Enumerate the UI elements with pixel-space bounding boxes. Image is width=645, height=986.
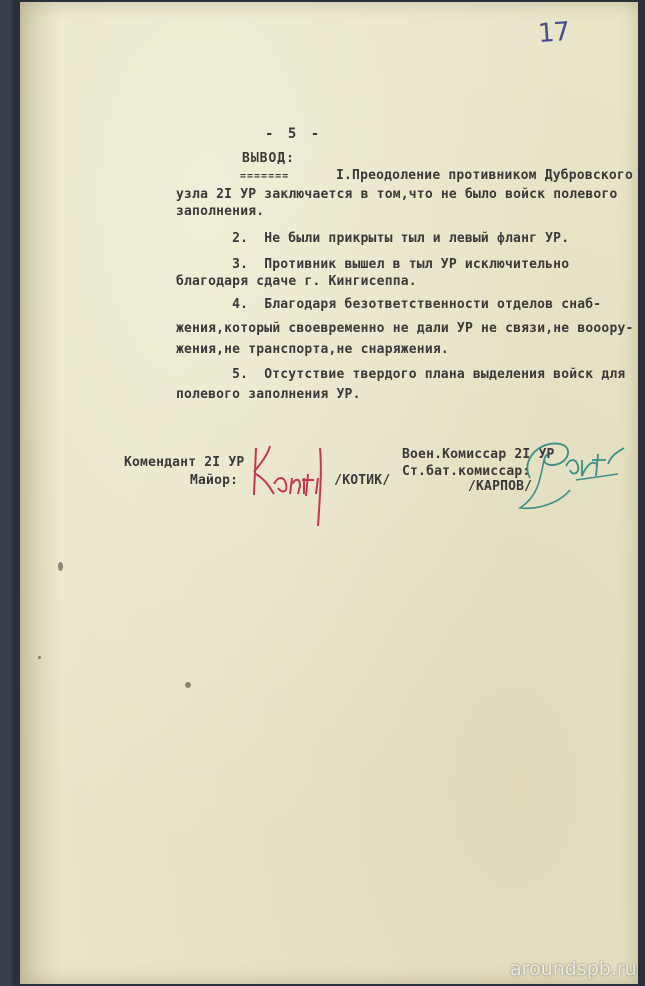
text-line: жения,не транспорта,не снаряжения. — [176, 342, 449, 357]
commissar-rank: Ст.бат.комиссар: — [402, 464, 531, 479]
paragraph-4 — [200, 296, 645, 313]
page-number: - 5 - — [265, 126, 323, 142]
commissar-title: Воен.Комиссар 2I УР — [402, 447, 555, 462]
paragraph-1-first-line — [336, 167, 645, 184]
commandant-title: Комендант 2I УР — [124, 455, 245, 470]
text-line: 3. Противник вышел в тыл УР исключительно — [200, 257, 570, 272]
text-line: узла 2I УР заключается в том,что не было войск полевого — [176, 187, 618, 202]
paper-mark — [185, 682, 191, 688]
commissar-name: /КАРПОВ/ — [468, 479, 533, 494]
paper-mark — [58, 562, 63, 571]
text-line: I.Преодоление противником Дубровского — [336, 168, 633, 183]
watermark: aroundspb.ru — [510, 958, 637, 980]
paragraph-5-cont — [176, 386, 628, 403]
handwritten-signature-teal — [500, 430, 630, 515]
paper-mark — [38, 656, 41, 659]
text-line: полевого заполнения УР. — [176, 387, 361, 402]
archive-page-number: 17 — [536, 16, 571, 50]
text-line: 4. Благодаря безответственности отделов снаб- — [200, 297, 602, 312]
paragraph-2 — [200, 230, 645, 247]
text-line: заполнения. — [176, 204, 265, 219]
paragraph-5 — [200, 366, 645, 383]
handwritten-signature-red — [248, 440, 343, 530]
commandant-name: /КОТИК/ — [334, 473, 391, 488]
rank-label: Майор: — [190, 473, 239, 488]
heading: ВЫВОД: — [242, 151, 295, 166]
heading-underline: ======= — [240, 171, 290, 182]
text-line: 2. Не были прикрыты тыл и левый фланг УР. — [200, 231, 570, 246]
paragraph-1 — [176, 186, 628, 220]
text-line: жения,который своевременно не дали УР не связи,не вооору- — [176, 321, 634, 336]
paragraph-4-cont — [176, 320, 634, 358]
text-line: благодаря сдаче г. Кингисеппа. — [176, 274, 417, 289]
paragraph-3 — [200, 256, 645, 273]
text-line: 5. Отсутствие твердого плана выделения войск для — [200, 367, 626, 382]
paragraph-3-cont — [176, 273, 628, 290]
